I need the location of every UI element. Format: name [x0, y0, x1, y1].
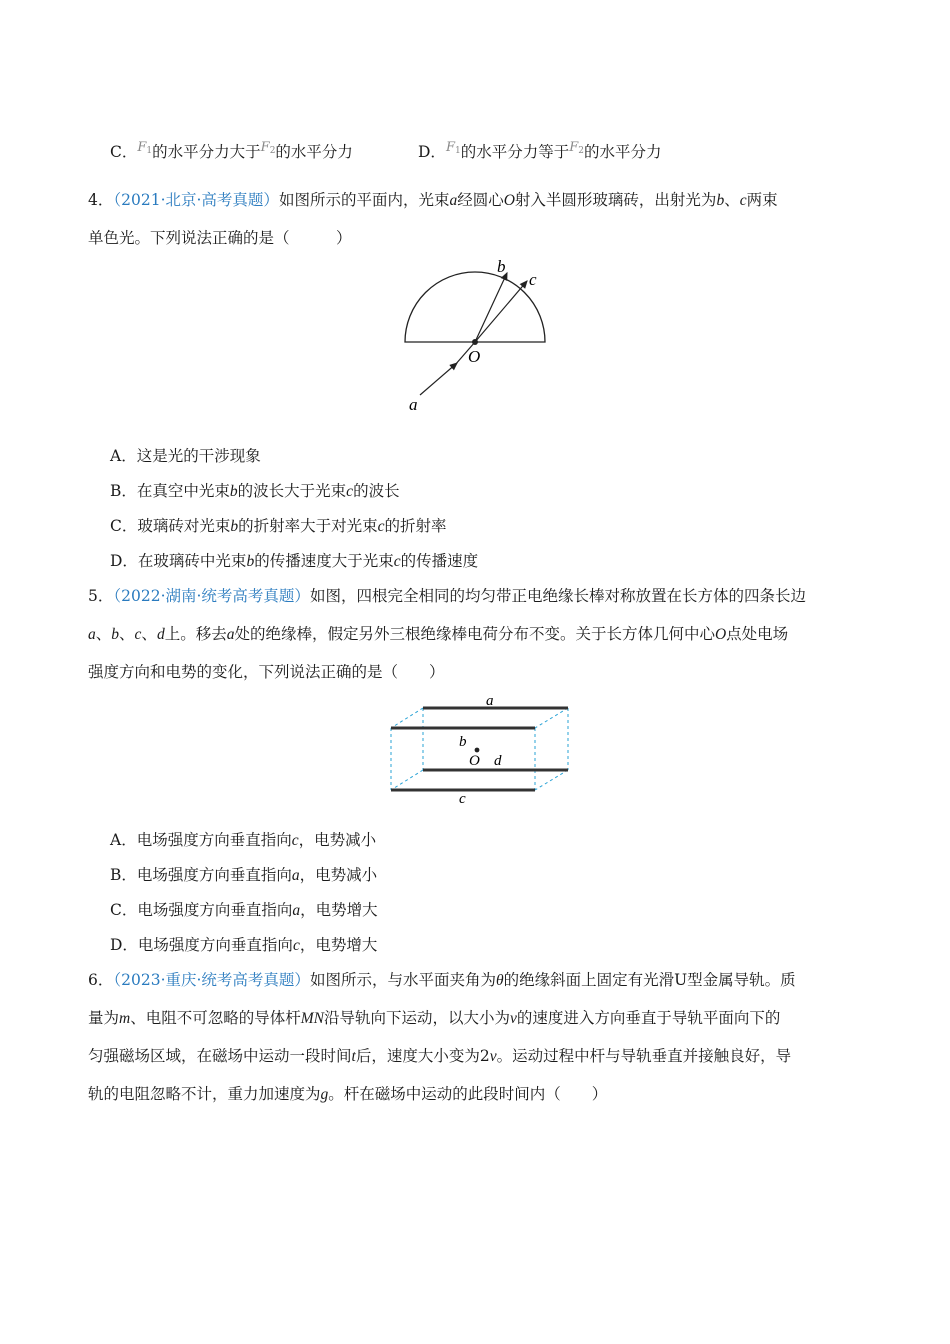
svg-text:b: b — [459, 734, 467, 750]
q6-stem-line3: 匀强磁场区域，在磁场中运动一段时间t后，速度大小变为2v。运动过程中杆与导轨垂直并接触良好，导 — [88, 1047, 792, 1065]
svg-text:b: b — [497, 257, 506, 276]
incident-ray-a — [420, 363, 457, 395]
svg-text:a: a — [409, 395, 418, 414]
q4-source: （2021·北京·高考真题） — [113, 191, 279, 209]
q6-stem-line4: 轨的电阻忽略不计，重力加速度为g。杆在磁场中运动的此段时间内（ ） — [88, 1085, 608, 1103]
q5-source: （2022·湖南·统考高考真题） — [113, 587, 310, 605]
q6-stem-line2: 量为m、电阻不可忽略的导体杆MN沿导轨向下运动，以大小为v的速度进入方向垂直于导轨平面向下的 — [88, 1009, 781, 1027]
center-point-o — [475, 748, 480, 753]
q5-option-d: D．电场强度方向垂直指向c，电势增大 — [110, 936, 378, 954]
q6-stem-line1: 6．（2023·重庆·统考高考真题）如图所示，与水平面夹角为θ的绝缘斜面上固定有光滑U型金属导轨。质 — [88, 971, 796, 989]
svg-text:a: a — [486, 693, 494, 709]
ray-c — [475, 281, 527, 342]
q5-figure-cuboid-rods — [383, 690, 575, 808]
q5-stem-line1: 5．（2022·湖南·统考高考真题）如图，四根完全相同的均匀带正电绝缘长棒对称放置在长方体的四条长边 — [88, 587, 806, 605]
svg-text:O: O — [469, 753, 480, 769]
semicircle-outline — [405, 272, 545, 342]
q4-stem-line2: 单色光。下列说法正确的是（ ） — [88, 229, 352, 247]
q5-stem-line3: 强度方向和电势的变化，下列说法正确的是（ ） — [88, 663, 445, 681]
center-point-o — [472, 339, 478, 345]
q4-figure-semicircle-glass — [395, 255, 560, 420]
q4-option-c: C．玻璃砖对光束b的折射率大于对光束c的折射率 — [110, 517, 447, 535]
q5-option-c: C．电场强度方向垂直指向a，电势增大 — [110, 901, 378, 919]
q5-stem-line2: a、b、c、d上。移去a处的绝缘棒，假定另外三根绝缘棒电荷分布不变。关于长方体几何中心O点处电场 — [88, 625, 789, 643]
q3-option-d: D．$^{F1}$的水平分力等于$^{F2}$的水平分力 — [418, 140, 662, 161]
svg-text:O: O — [468, 347, 481, 366]
q5-option-b: B．电场强度方向垂直指向a，电势减小 — [110, 866, 378, 884]
q3-option-c: C．$^{F1}$的水平分力大于$^{F2}$的水平分力 — [110, 140, 353, 161]
q4-option-b: B．在真空中光束b的波长大于光束c的波长 — [110, 482, 400, 500]
q4-stem-line1: 4．（2021·北京·高考真题）如图所示的平面内，光束a经圆心O射入半圆形玻璃砖，出射光为b、c两束 — [88, 191, 778, 209]
q4-option-d: D．在玻璃砖中光束b的传播速度大于光束c的传播速度 — [110, 552, 479, 570]
q5-option-a: A．电场强度方向垂直指向c，电势减小 — [110, 831, 377, 849]
svg-text:c: c — [529, 270, 537, 289]
svg-text:c: c — [459, 791, 466, 807]
q4-option-a: A．这是光的干涉现象 — [110, 447, 261, 465]
ray-b — [475, 273, 507, 342]
svg-text:d: d — [494, 753, 502, 769]
q6-source: （2023·重庆·统考高考真题） — [113, 971, 310, 989]
